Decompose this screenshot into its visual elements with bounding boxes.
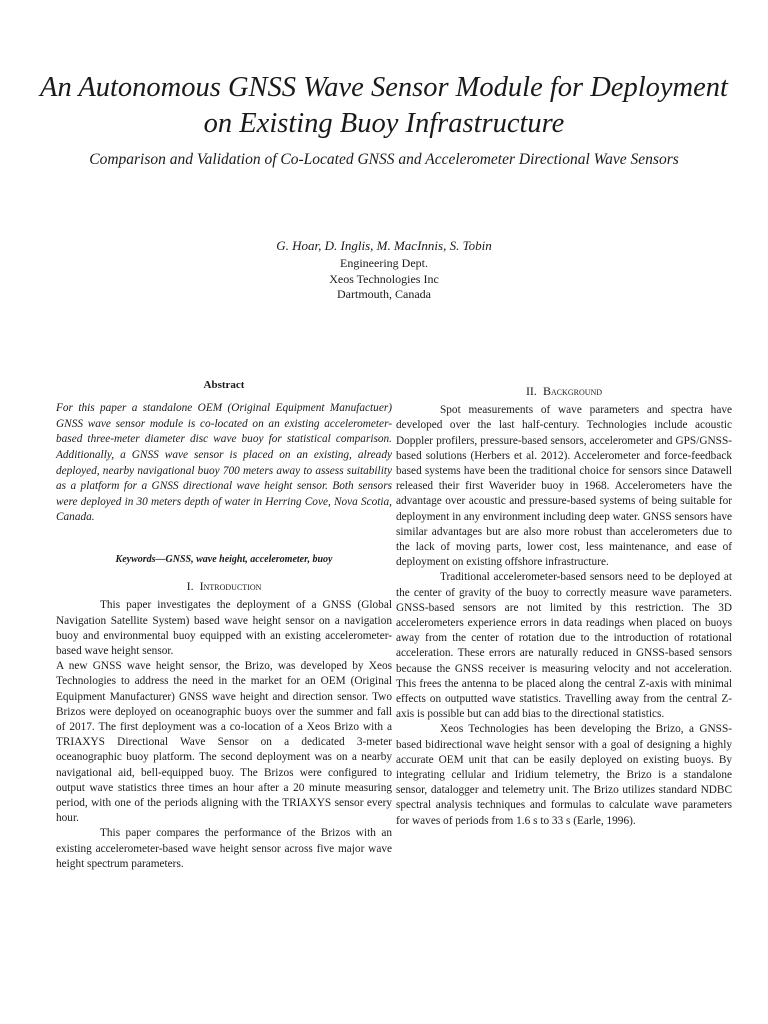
intro-paragraph-2: A new GNSS wave height sensor, the Brizo, was developed by Xeos Technologies to address the need in the market for an OEM (Original Equipment Manufacturer) GNSS wave height and direction sensor. Two Brizos were deployed on oceanographic buoys over the summer and fall of 2017. The first deployment was a co-location of a Xeos Brizo with a TRIAXYS Directional Wave Sensor on a dedicated 3-meter oceanographic buoy platform. The second deployment was on a nearby navigational aid, bell-equipped buoy. The Brizos were configured to output wave statistics three times an hour after a 20 minute measuring period, with one of the periods aligning with the TRIAXYS sensor every hour. (56, 660, 392, 825)
intro-paragraph-1: This paper investigates the deployment of a GNSS (Global Navigation Satellite System) based wave height sensor on a navigation buoy and environmental buoy equipped with an existing accelerometer-based wave height sensor. (56, 599, 392, 657)
background-paragraph-2: Traditional accelerometer-based sensors need to be deployed at the center of gravity of the buoy to correctly measure wave parameters. GNSS-based sensors are not limited by this restriction. The 3D accelerometers experience errors in data readings when placed on buoys away from the center of rotation due to the introduction of rotational acceleration. These errors are naturally reduced in GNSS-based sensors because the GNSS receiver is measuring velocity and not acceleration. This frees the antenna to be placed along the central Z-axis with minimal effects on outputted wave statistics. Travelling away from the central Z-axis is possible but can add bias to the directional statistics. (396, 571, 732, 721)
author-list: G. Hoar, D. Inglis, M. MacInnis, S. Tobin (276, 238, 492, 253)
keywords (56, 552, 392, 567)
affiliation-location: Dartmouth, Canada (337, 287, 431, 301)
background-paragraph-3: Xeos Technologies has been developing the Brizo, a GNSS-based bidirectional wave height sensor with a goal of designing a highly accurate OEM unit that can be easily deployed on existing buoys. By integrating cellular and Iridium telemetry, the Brizo is a standalone sensor, datalogger and telemetry unit. The Brizo utilizes standard NDBC spectral analysis techniques and formulas to calculate wave parameters for waves of periods from 1.6 s to 33 s (Earle, 1996). (396, 723, 732, 827)
section-title: Introduction (199, 579, 262, 594)
right-column (396, 384, 732, 829)
affiliation-org: Xeos Technologies Inc (329, 271, 439, 286)
section-heading-introduction (56, 579, 392, 594)
affiliation (0, 256, 768, 303)
paper-title: An Autonomous GNSS Wave Sensor Module for Deployment on Existing Buoy Infrastructure (40, 72, 728, 139)
abstract-heading: Abstract (203, 379, 245, 391)
section-number: I. (186, 579, 194, 594)
section-heading-background (396, 384, 732, 399)
abstract-body: For this paper a standalone OEM (Original Equipment Manufactuer) GNSS wave sensor module is co-located on an existing accelerometer-based three-meter diameter disc wave buoy for statistical comparison. Additionally, a GNSS wave sensor is placed on an existing, already deployed, nearby navigational buoy 700 meters away to assess suitability as a platform for a GNSS directional wave height sensor. Both sensors were deployed in 30 meters depth of water in Herring Cove, Nova Scotia, Canada. (56, 402, 392, 524)
keywords-label: Keywords— (115, 553, 166, 565)
section-number: II. (525, 384, 537, 398)
section-title: Background (542, 384, 603, 398)
left-column (56, 378, 392, 872)
affiliation-dept: Engineering Dept. (340, 256, 428, 270)
intro-paragraph-3: This paper compares the performance of the Brizos with an existing accelerometer-based wave height sensor across five major wave height spectrum parameters. (56, 827, 392, 870)
background-paragraph-1: Spot measurements of wave parameters and spectra have developed over the last half-century. Technologies include acoustic Doppler profilers, pressure-based sensors, accelerometer and GPS/GNSS-based solutions (Herbers et al. 2012). Accelerometer and force-feedback based systems have been the traditional choice for sensors since Datawell released their first Waverider buoy in 1968. Accelerometers have the advantage over acoustic and pressure-based systems of being suitable for deployment in any environment including deep water. GNSS sensors have similar advantages but are also more robust than accelerometers due to the lack of moving parts, lower cost, less maintenance, and ease of deployment on existing offshore infrastructure. (396, 404, 732, 569)
paper-subtitle: Comparison and Validation of Co-Located GNSS and Accelerometer Directional Wave Sensors (89, 151, 679, 168)
keywords-text: GNSS, wave height, accelerometer, buoy (165, 553, 333, 565)
